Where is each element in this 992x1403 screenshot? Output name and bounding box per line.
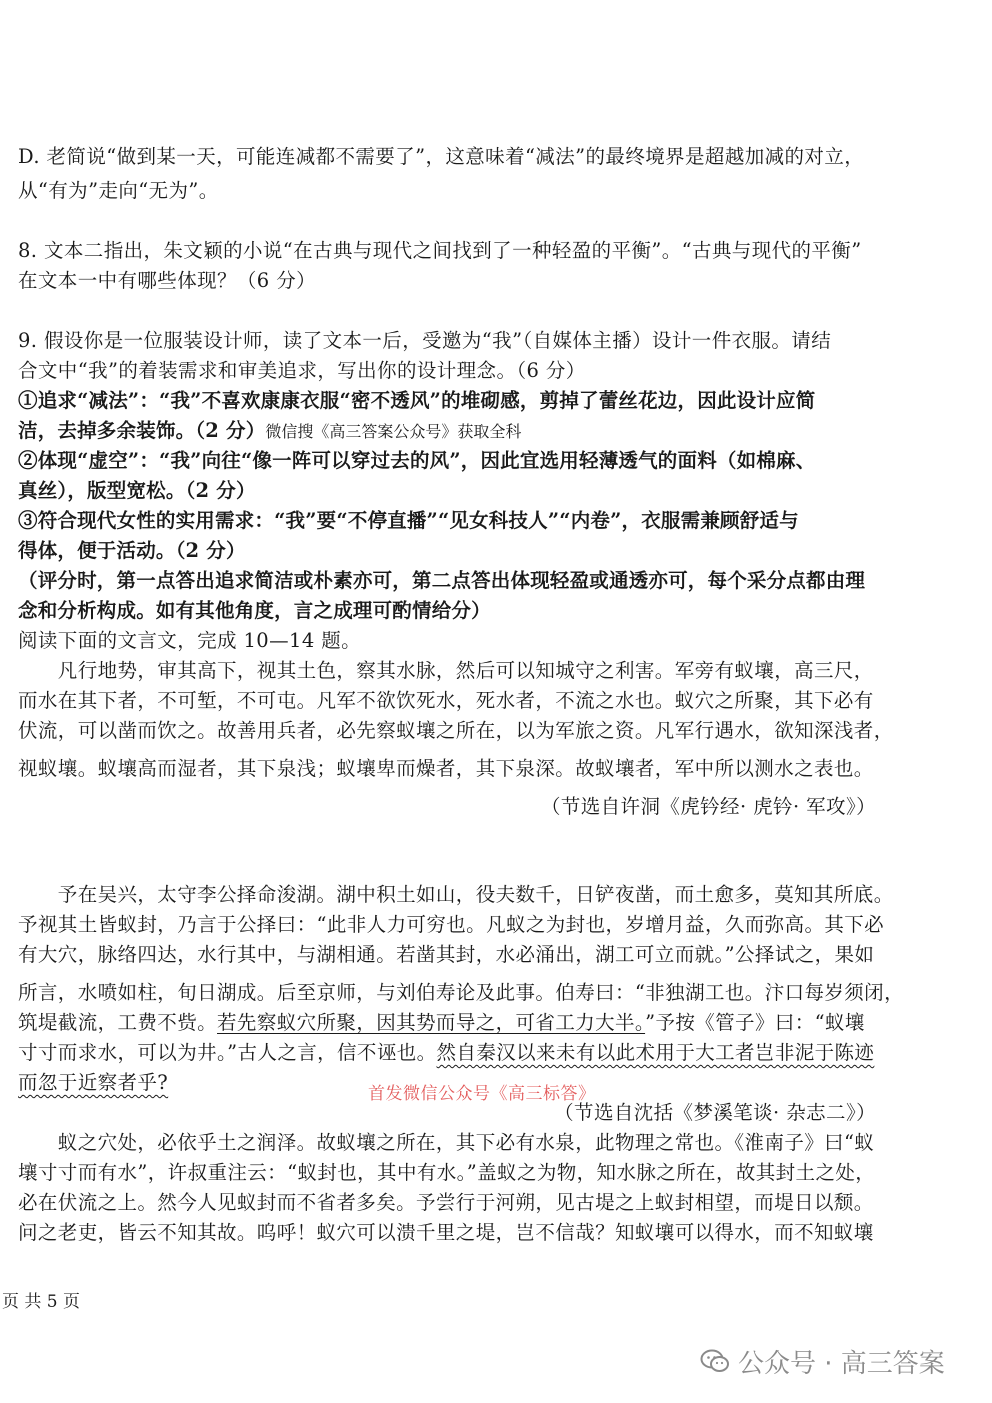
question-9-line-2: 合文中“我”的着装需求和审美追求，写出你的设计理念。（6 分） [18, 359, 586, 382]
passage-2-text: ”予按《管子》曰：“蚁壤 [645, 1011, 865, 1034]
passage-1-line-2: 而水在其下者，不可堑，不可屯。凡军不欲饮死水，死水者，不流之水也。蚁穴之所聚，其下必有 [18, 689, 874, 712]
passage-2-line-1: 予在吴兴，太守李公择命浚湖。湖中积土如山，役夫数千，日铲夜凿，而土愈多，莫知其所底。 [18, 883, 894, 906]
scoring-note-line-2: 念和分析构成。如有其他角度，言之成理可酌情给分） [18, 599, 491, 622]
page-footer: 页 共 5 页 [2, 1292, 81, 1312]
promo-note: 微信搜《高三答案公众号》获取全科 [265, 422, 522, 441]
watermark-text: 首发微信公众号《高三标答》 [368, 1084, 596, 1104]
answer-point-1-text: 洁，去掉多余装饰。（2 分） [18, 419, 266, 442]
answer-point-2-line-2: 真丝），版型宽松。（2 分） [18, 479, 256, 502]
question-8-line-2: 在文本一中有哪些体现？（6 分） [18, 269, 317, 292]
answer-point-1-line-2 [18, 416, 521, 447]
passage-1-line-4: 视蚁壤。蚁壤高而湿者，其下泉浅；蚁壤卑而燥者，其下泉深。故蚁壤者，军中所以测水之表也。 [18, 757, 874, 780]
answer-point-1-line-1: ①追求“减法”：“我”不喜欢康康衣服“密不透风”的堆砌感，剪掉了蕾丝花边，因此设计应简 [18, 389, 816, 412]
answer-point-2-line-1: ②体现“虚空”：“我”向往“像一阵可以穿过去的风”，因此宜选用轻薄透气的面料（如棉麻、 [18, 449, 816, 472]
brand-text: 公众号 · 高三答案 [738, 1348, 945, 1379]
passage-2-text: 筑堤截流，工费不赀。 [18, 1011, 218, 1034]
passage-2-line-6 [18, 1038, 874, 1068]
passage-2-line-4: 所言，水喷如柱，旬日湖成。后至京师，与刘伯寿论及此事。伯寿曰：“非独湖工也。汴口每岁须闭， [18, 981, 904, 1004]
passage-2-source: （节选自沈括《梦溪笔谈· 杂志二》） [554, 1101, 876, 1124]
wavy-underlined-sentence: 然自秦汉以来未有以此术用于大工者岂非泥于陈迹 [436, 1041, 875, 1064]
passage-3-line-3: 必在伏流之上。然今人见蚁封而不省者多矣。予尝行于河朔，见古堤之上蚁封相望，而堤日以颓。 [18, 1191, 874, 1214]
question-8-line-1: 8. 文本二指出，朱文颖的小说“在古典与现代之间找到了一种轻盈的平衡”。“古典与现代的平衡” [18, 239, 862, 262]
passage-1-source: （节选自许洞《虎钤经· 虎钤· 军攻》） [540, 795, 876, 818]
passage-2-line-5 [18, 1008, 865, 1038]
scoring-note-line-1: （评分时，第一点答出追求简洁或朴素亦可，第二点答出体现轻盈或通透亦可，每个采分点都由理 [18, 569, 866, 592]
option-d-line-2: 从“有为”走向“无为”。 [18, 179, 219, 202]
passage-2-line-2: 予视其土皆蚁封，乃言于公择曰：“此非人力可穷也。凡蚁之为封也，岁增月益，久而弥高。其下必 [18, 913, 885, 936]
passage-1-line-3: 伏流，可以凿而饮之。故善用兵者，必先察蚁壤之所在，以为军旅之资。凡军行遇水，欲知深浅者， [18, 719, 894, 742]
passage-1-line-1: 凡行地势，审其高下，视其土色，察其水脉，然后可以知城守之利害。军旁有蚁壤，高三尺， [18, 659, 874, 682]
answer-point-3-line-2: 得体，便于活动。（2 分） [18, 539, 246, 562]
brand-badge[interactable] [700, 1343, 945, 1379]
passage-3-line-1: 蚁之穴处，必依乎土之润泽。故蚁壤之所在，其下必有水泉，此物理之常也。《淮南子》曰“蚁 [18, 1131, 875, 1154]
option-d-line-1: D. 老简说“做到某一天，可能连减都不需要了”，这意味着“减法”的最终境界是超越加减的对立， [18, 145, 865, 168]
answer-point-3-line-1: ③符合现代女性的实用需求：“我”要“不停直播”“见女科技人”“内卷”，衣服需兼顾舒适与 [18, 509, 799, 532]
question-9-line-1: 9. 假设你是一位服装设计师，读了文本一后，受邀为“我”（自媒体主播）设计一件衣服。请结 [18, 329, 832, 352]
passage-3-line-2: 壤寸寸而有水”，许叔重注云：“蚁封也，其中有水。”盖蚁之为物，知水脉之所在，故其封土之处， [18, 1161, 876, 1184]
wechat-icon [700, 1348, 730, 1374]
passage-2-text: 寸寸而求水，可以为井。”古人之言，信不诬也。 [18, 1041, 437, 1064]
passage-2-line-7 [18, 1068, 168, 1098]
passage-2-line-3: 有大穴，脉络四达，水行其中，与湖相通。若凿其封，水必涌出，湖工可立而就。”公择试之，果如 [18, 943, 875, 966]
wavy-underlined-sentence-end: 而忽于近察者乎? [18, 1071, 169, 1094]
passage-3-line-4: 问之老吏，皆云不知其故。呜呼！蚁穴可以溃千里之堤，岂不信哉？知蚁壤可以得水，而不知蚁壤 [18, 1221, 874, 1244]
underlined-sentence: 若先察蚁穴所聚，因其势而导之，可省工力大半。 [217, 1011, 646, 1034]
reading-intro: 阅读下面的文言文，完成 10—14 题。 [18, 629, 362, 652]
